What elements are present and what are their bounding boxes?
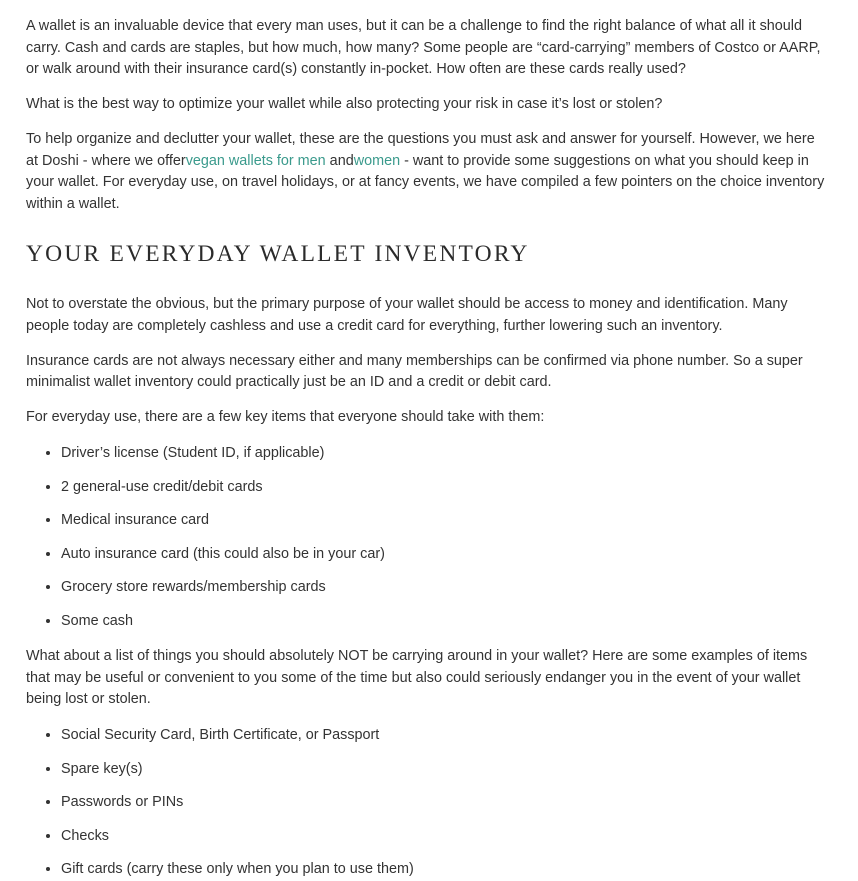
link-vegan-wallets-men[interactable]: vegan wallets for men bbox=[185, 152, 326, 169]
organize-text-middle: and bbox=[325, 152, 354, 169]
list-item: • Some cash bbox=[61, 610, 826, 633]
list-item: • Driver’s license (Student ID, if applicable) bbox=[61, 442, 826, 465]
list-item: • Gift cards (carry these only when you plan to use them) bbox=[61, 858, 826, 881]
section-paragraph-1: Not to overstate the obvious, but the primary purpose of your wallet should be access to money and identification. Many people today are completely cashless and use a credit card for everything, further lowering such an inventory. bbox=[26, 296, 788, 334]
list-item: • Auto insurance card (this could also be in your car) bbox=[61, 543, 826, 566]
intro-paragraph-1: A wallet is an invaluable device that every man uses, but it can be a challenge to find the right balance of what all it should carry. Cash and cards are staples, but how much, how many? Some people are “card-carrying” members of Costco or AARP, or walk around with their insurance card(s) constantly in-pocket. How often are these cards really used? bbox=[26, 18, 821, 77]
list-item: • Medical insurance card bbox=[61, 509, 826, 532]
list-item: • 2 general-use credit/debit cards bbox=[61, 476, 826, 499]
section-heading: YOUR EVERYDAY WALLET INVENTORY bbox=[26, 241, 530, 267]
organize-paragraph bbox=[26, 129, 826, 215]
everyday-items-list bbox=[26, 442, 826, 632]
organize-text-before: To help organize and declutter your wallet, these are the questions you must ask and answer for yourself. However, we here at Doshi - where we offer bbox=[26, 131, 815, 169]
intro-paragraph-2: What is the best way to optimize your wallet while also protecting your risk in case it’s lost or stolen? bbox=[26, 96, 663, 112]
not-carry-items-list bbox=[26, 724, 826, 881]
list-item: • Checks bbox=[61, 825, 826, 848]
link-women[interactable]: women bbox=[353, 152, 401, 169]
organize-text-after: - want to provide some suggestions on what you should keep in your wallet. For everyday use, on travel holidays, or at fancy events, we have compiled a few pointers on the choice inventory within a wallet. bbox=[26, 152, 825, 212]
section-paragraph-3: For everyday use, there are a few key items that everyone should take with them: bbox=[26, 409, 545, 425]
not-carry-paragraph: What about a list of things you should absolutely NOT be carrying around in your wallet? Here are some examples of items that may be useful or convenient to you some of the time but also could seriously endanger you in the event of your wallet being lost or stolen. bbox=[26, 648, 808, 707]
list-item: • Spare key(s) bbox=[61, 758, 826, 781]
list-item: • Passwords or PINs bbox=[61, 791, 826, 814]
section-paragraph-2: Insurance cards are not always necessary either and many memberships can be confirmed via phone number. So a super minimalist wallet inventory could practically just be an ID and a credit or debit card. bbox=[26, 352, 803, 390]
list-item: • Grocery store rewards/membership cards bbox=[61, 576, 826, 599]
list-item: • Social Security Card, Birth Certificate, or Passport bbox=[61, 724, 826, 747]
